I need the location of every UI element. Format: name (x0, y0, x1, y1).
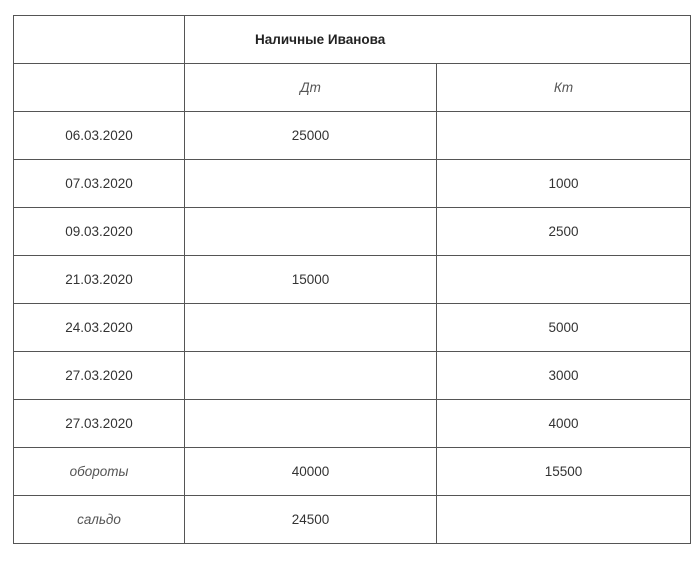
row-debit (185, 352, 437, 400)
row-debit (185, 208, 437, 256)
balance-credit (437, 496, 691, 544)
header-corner-cell (14, 64, 185, 112)
row-debit: 15000 (185, 256, 437, 304)
row-debit: 25000 (185, 112, 437, 160)
balance-label: сальдо (14, 496, 185, 544)
account-ledger-table (13, 15, 691, 544)
title-row (14, 16, 691, 64)
row-date: 06.03.2020 (14, 112, 185, 160)
row-credit: 3000 (437, 352, 691, 400)
row-date: 27.03.2020 (14, 352, 185, 400)
table-row (14, 160, 691, 208)
header-row (14, 64, 691, 112)
turnover-credit: 15500 (437, 448, 691, 496)
account-title: Наличные Иванова (185, 16, 691, 64)
row-debit (185, 304, 437, 352)
row-credit (437, 256, 691, 304)
row-credit: 4000 (437, 400, 691, 448)
turnover-debit: 40000 (185, 448, 437, 496)
table-row (14, 112, 691, 160)
row-credit: 1000 (437, 160, 691, 208)
turnover-row (14, 448, 691, 496)
balance-debit: 24500 (185, 496, 437, 544)
row-credit: 5000 (437, 304, 691, 352)
table-row (14, 208, 691, 256)
table-row (14, 400, 691, 448)
table-row (14, 256, 691, 304)
debit-header: Дт (185, 64, 437, 112)
credit-header: Кт (437, 64, 691, 112)
row-date: 21.03.2020 (14, 256, 185, 304)
row-date: 09.03.2020 (14, 208, 185, 256)
row-debit (185, 400, 437, 448)
table-row (14, 352, 691, 400)
row-date: 24.03.2020 (14, 304, 185, 352)
turnover-label: обороты (14, 448, 185, 496)
balance-row (14, 496, 691, 544)
row-credit (437, 112, 691, 160)
row-debit (185, 160, 437, 208)
row-date: 27.03.2020 (14, 400, 185, 448)
row-date: 07.03.2020 (14, 160, 185, 208)
row-credit: 2500 (437, 208, 691, 256)
table-row (14, 304, 691, 352)
title-corner-cell (14, 16, 185, 64)
